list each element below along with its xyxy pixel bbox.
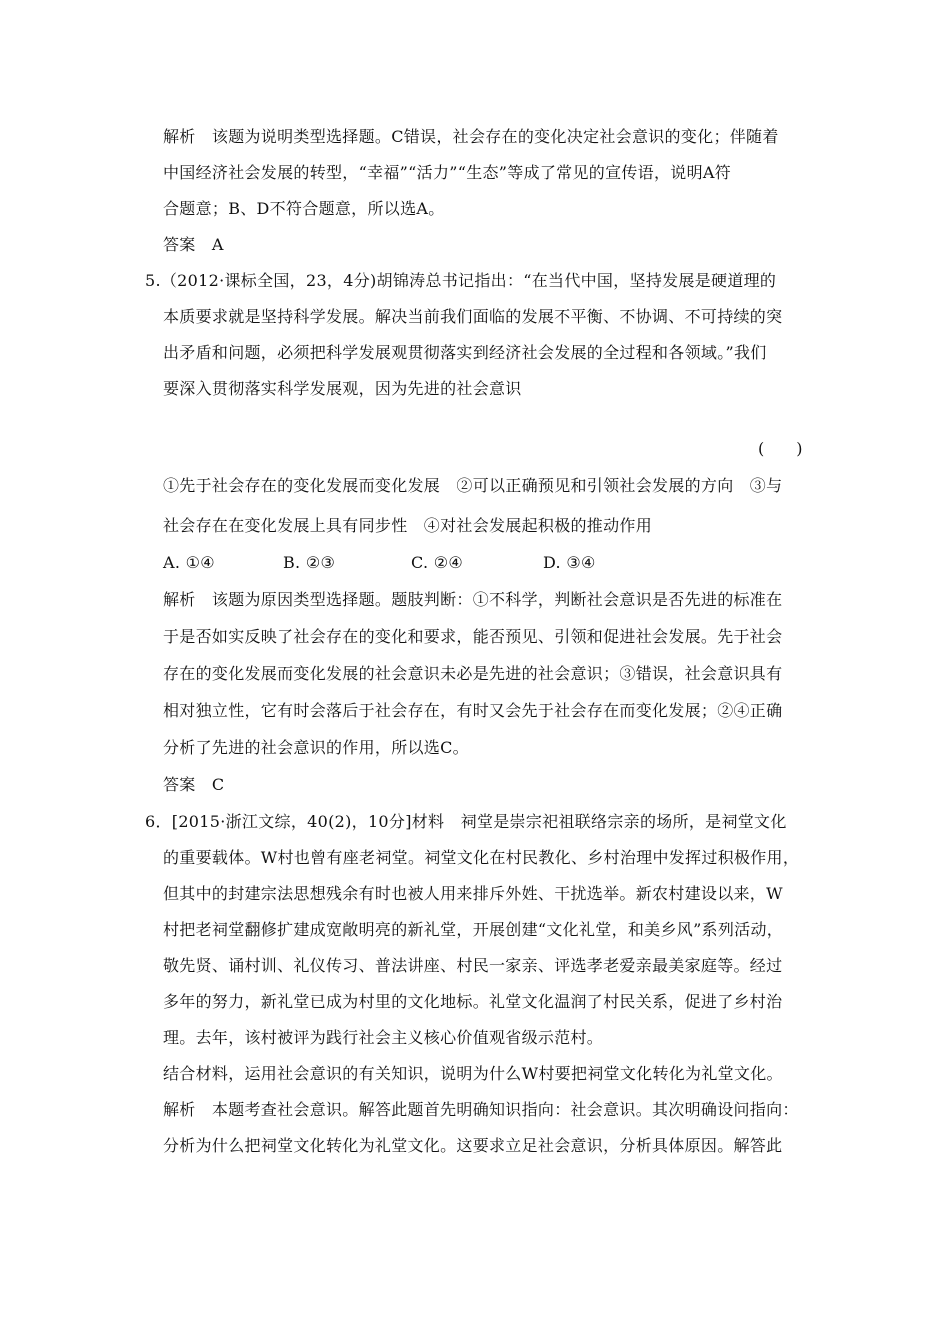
q4-analysis-line: 合题意；B、D不符合题意，所以选A。 bbox=[163, 199, 445, 218]
q5-option-b: B. ②③ bbox=[283, 553, 336, 572]
q6-stem-line: 6．[2015·浙江文综，40(2)，10分]材料 祠堂是崇宗祀祖联络宗亲的场所，是祠堂文化 bbox=[145, 812, 787, 831]
q5-answer: 答案 C bbox=[163, 775, 225, 794]
q6-stem-line: 敬先贤、诵村训、礼仪传习、普法讲座、村民一家亲、评选孝老爱亲最美家庭等。经过 bbox=[163, 956, 783, 975]
q5-analysis-line: 存在的变化发展而变化发展的社会意识未必是先进的社会意识；③错误，社会意识具有 bbox=[163, 664, 783, 683]
q5-answer-blank: ( ) bbox=[758, 439, 803, 458]
q5-statement-line: 社会存在在变化发展上具有同步性 ④对社会发展起积极的推动作用 bbox=[163, 516, 653, 535]
q5-analysis-line: 分析了先进的社会意识的作用，所以选C。 bbox=[163, 738, 469, 757]
q6-analysis-line: 解析 本题考查社会意识。解答此题首先明确知识指向：社会意识。其次明确设问指向： bbox=[163, 1100, 799, 1119]
q5-option-a: A. ①④ bbox=[163, 553, 215, 572]
q5-stem-line: 出矛盾和问题，必须把科学发展观贯彻落实到经济社会发展的全过程和各领域。”我们 bbox=[163, 343, 767, 362]
q6-stem-line: 村把老祠堂翻修扩建成宽敞明亮的新礼堂，开展创建“文化礼堂，和美乡风”系列活动， bbox=[163, 920, 784, 939]
q5-stem-line: 要深入贯彻落实科学发展观，因为先进的社会意识 bbox=[163, 379, 522, 398]
q5-analysis-line: 相对独立性，它有时会落后于社会存在，有时又会先于社会存在而变化发展；②④正确 bbox=[163, 701, 783, 720]
q4-analysis-line: 解析 该题为说明类型选择题。C错误，社会存在的变化决定社会意识的变化；伴随着 bbox=[163, 127, 779, 146]
q6-question: 结合材料，运用社会意识的有关知识，说明为什么W村要把祠堂文化转化为礼堂文化。 bbox=[163, 1064, 783, 1083]
q6-stem-line: 的重要载体。W村也曾有座老祠堂。祠堂文化在村民教化、乡村治理中发挥过积极作用， bbox=[163, 848, 800, 867]
q6-analysis-line: 分析为什么把祠堂文化转化为礼堂文化。这要求立足社会意识，分析具体原因。解答此 bbox=[163, 1136, 783, 1155]
q6-stem-line: 多年的努力，新礼堂已成为村里的文化地标。礼堂文化温润了村民关系，促进了乡村治 bbox=[163, 992, 783, 1011]
q5-statement-line: ①先于社会存在的变化发展而变化发展 ②可以正确预见和引领社会发展的方向 ③与 bbox=[163, 476, 783, 495]
q5-analysis-line: 于是否如实反映了社会存在的变化和要求，能否预见、引领和促进社会发展。先于社会 bbox=[163, 627, 783, 646]
q6-stem-line: 但其中的封建宗法思想残余有时也被人用来排斥外姓、干扰选举。新农村建设以来，W bbox=[163, 884, 783, 903]
q4-answer: 答案 A bbox=[163, 235, 224, 254]
q5-analysis-line: 解析 该题为原因类型选择题。题肢判断：①不科学，判断社会意识是否先进的标准在 bbox=[163, 590, 783, 609]
q5-stem-line: 本质要求就是坚持科学发展。解决当前我们面临的发展不平衡、不协调、不可持续的突 bbox=[163, 307, 783, 326]
q5-options bbox=[163, 551, 596, 575]
q5-option-c: C. ②④ bbox=[411, 553, 464, 572]
q5-stem-line: 5.（2012·课标全国，23，4分)胡锦涛总书记指出：“在当代中国，坚持发展是硬道理的 bbox=[145, 271, 777, 290]
q5-option-d: D. ③④ bbox=[543, 553, 596, 572]
q6-stem-line: 理。去年，该村被评为践行社会主义核心价值观省级示范村。 bbox=[163, 1028, 604, 1047]
q4-analysis-line: 中国经济社会发展的转型，“幸福”“活力”“生态”等成了常见的宣传语，说明A符 bbox=[163, 163, 732, 182]
